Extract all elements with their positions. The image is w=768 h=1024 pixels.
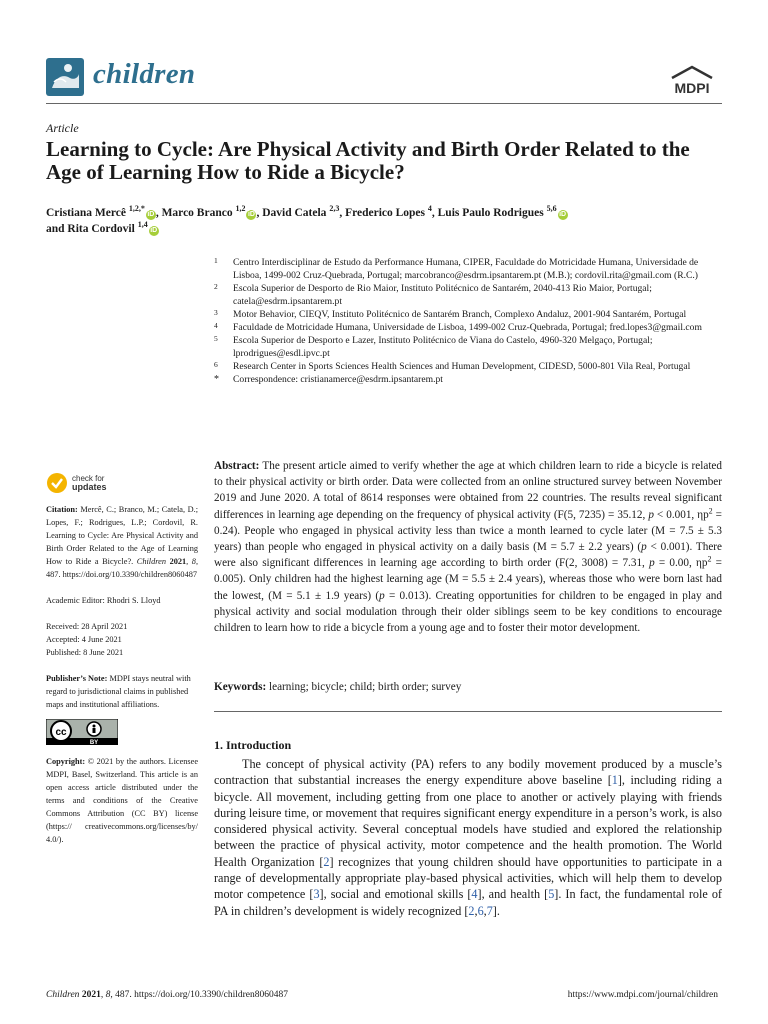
affiliation-number: 3 bbox=[214, 308, 218, 317]
citation-label: Citation: bbox=[46, 505, 78, 514]
affiliation-item bbox=[214, 308, 724, 321]
copyright-text: © 2021 by the authors. Licensee MDPI, Basel, Switzerland. This article is an open access article distributed under the terms and conditions of the Creative Commons Attribution (CC BY) license (https:// creativecommons.org/licenses/by/ 4.0/). bbox=[46, 757, 199, 844]
affiliation-number: 4 bbox=[214, 321, 218, 330]
body-text: ], social and emotional skills [ bbox=[319, 887, 472, 902]
academic-editor: Academic Editor: Rhodri S. Lloyd bbox=[46, 596, 161, 605]
orcid-icon[interactable]: iD bbox=[559, 211, 567, 218]
cc-by-license-icon[interactable] bbox=[46, 719, 118, 745]
author-name: Frederico Lopes bbox=[345, 207, 426, 219]
affiliation-number: * bbox=[214, 374, 219, 385]
reference-link[interactable]: 5 bbox=[548, 887, 555, 902]
header-rule bbox=[46, 103, 722, 104]
author-name: Marco Branco bbox=[161, 207, 233, 219]
footer-year: 2021 bbox=[81, 990, 101, 1000]
affiliation-item bbox=[214, 282, 724, 308]
author-sup: 5,6 bbox=[546, 204, 557, 214]
author-sup: 1,2,* bbox=[128, 204, 145, 214]
keywords-label: Keywords: bbox=[214, 681, 267, 693]
affiliation-text: Motor Behavior, CIEQV, Instituto Politécnico de Santarém Branch, Complexo Andaluz, 2001-904 Santarém, Portugal bbox=[233, 309, 687, 320]
keywords-text: learning; bicycle; child; birth order; survey bbox=[269, 681, 462, 693]
accepted-date: Accepted: 4 June 2021 bbox=[46, 635, 122, 644]
author-sup: 1,2 bbox=[235, 204, 246, 214]
p-symbol: p bbox=[649, 557, 655, 570]
check-updates-line1: check for bbox=[72, 474, 105, 483]
affiliation-number: 2 bbox=[214, 282, 218, 291]
affiliation-item bbox=[214, 334, 724, 360]
affiliation-item bbox=[214, 321, 724, 334]
article-type: Article bbox=[46, 121, 79, 135]
reference-link[interactable]: 7 bbox=[486, 903, 493, 918]
abstract-text: = 0.005). Only children had the highest learning age (M = 5.5 ± 2.4 years), whereas those who were born last had the lowest, (M = 5.1 ± 1.9 years) ( bbox=[214, 557, 722, 602]
abstract-text: = 0.013). Creating opportunities for children to be engaged in play and physical activity and social modulation through their older siblings seem to be key conditions to encourage children to learn how to ride a bicycle from a young age and to foster their motor development. bbox=[214, 589, 722, 635]
keywords bbox=[214, 679, 722, 695]
section-heading-introduction: 1. Introduction bbox=[214, 738, 292, 752]
body-text: , bbox=[474, 903, 478, 918]
affiliation-text: Centro Interdisciplinar de Estudo da Performance Humana, CIPER, Faculdade do Motricidade Humana, Universidade de Lisboa, 1499-002 Cruz-Quebrada, Portugal; marcobranco@esdrm.ipsantarem.pt (M.B.); cordovil.rita@gmail.com (R.C.) bbox=[233, 257, 699, 281]
svg-text:cc: cc bbox=[55, 727, 67, 738]
orcid-icon[interactable]: iD bbox=[247, 211, 255, 218]
reference-link[interactable]: 6 bbox=[477, 903, 484, 918]
check-updates-text bbox=[72, 474, 107, 492]
author-sup: 4 bbox=[427, 204, 432, 214]
author-sup: 1,4 bbox=[137, 220, 148, 230]
footer-citation: Children 2021, 8, 487. https://doi.org/10.3390/children8060487 bbox=[46, 990, 288, 1000]
mdpi-logo-icon bbox=[666, 64, 718, 98]
affiliation-text: Escola Superior de Desporto de Rio Maior, Instituto Politécnico de Santarém, 2040-413 Rio Maior, Portugal; catela@esdrm.ipsantarem.pt bbox=[233, 283, 652, 307]
affiliation-text: Research Center in Sports Sciences Health Sciences and Human Development, CIDESD, 5000-801 Vila Real, Portugal bbox=[233, 361, 691, 372]
author-sup: 2,3 bbox=[329, 204, 340, 214]
abstract bbox=[214, 458, 722, 636]
citation-volume: 8 bbox=[191, 557, 196, 566]
affiliations bbox=[214, 256, 724, 386]
body-text: The concept of physical activity (PA) refers to any bodily movement produced by a muscle’s contraction that substantial increases the energy expenditure above baseline [ bbox=[214, 757, 722, 788]
abstract-label: Abstract: bbox=[214, 460, 260, 472]
check-for-updates-button[interactable] bbox=[46, 472, 146, 496]
mdpi-logo-text: MDPI bbox=[674, 80, 710, 96]
citation-year: 2021 bbox=[169, 557, 187, 566]
publisher-note-text: MDPI stays neutral with regard to jurisdictional claims in published maps and institutional affiliations. bbox=[46, 674, 191, 709]
p-symbol: p bbox=[648, 508, 654, 521]
citation: Citation: Mercê, C.; Branco, M.; Catela, D.; Lopes, F.; Rodrigues, L.P.; Cordovil, R. Learning to Cycle: Are Physical Activity and Birth Order Related to the Age of Learning How to Ride a Bicycle?. Children 2021, 8, 487. https://doi.org/10.3390/children8060487 bbox=[46, 505, 199, 579]
body-text: ]. In fact, the fundamental role of PA in children’s development is widely recognized [ bbox=[214, 887, 722, 918]
citation-journal: Children bbox=[136, 557, 166, 566]
mdpi-logo bbox=[666, 64, 718, 98]
affiliation-number: 5 bbox=[214, 334, 218, 343]
publisher-note bbox=[46, 672, 198, 711]
affiliation-number: 6 bbox=[214, 360, 218, 369]
body-text: ]. bbox=[492, 903, 500, 918]
footer-journal-url[interactable]: https://www.mdpi.com/journal/children bbox=[567, 990, 718, 1000]
abstract-text: The present article aimed to verify whether the age at which children learn to ride a bicycle is related to their physical activity or birth order. Data were collected from an online structured survey between November 2019 and June 2020. A total of 8614 responses were obtained from 22 countries. The results reveal significant differences in learning age depending on the frequency of physical activity (F(5, 7235) = 35.12, bbox=[214, 460, 722, 521]
correspondence-text: Correspondence: cristianamerce@esdrm.ipsantarem.pt bbox=[233, 374, 443, 385]
author-conjunction: and bbox=[46, 223, 65, 235]
affiliation-text: Faculdade de Motricidade Humana, Universidade de Lisboa, 1499-002 Cruz-Quebrada, Portugal; fred.lopes3@gmail.com bbox=[233, 322, 702, 333]
orcid-icon[interactable]: iD bbox=[147, 211, 155, 218]
orcid-icon[interactable]: iD bbox=[150, 227, 158, 234]
abstract-text: = 0.24). People who engaged in physical activity less than twice a month learned to cycle later (M = 7.5 ± 5.3 years) than people who engaged in physical activity on a daily basis (M = 5.7 ± 2.2 years) ( bbox=[214, 508, 722, 554]
author-name: David Catela bbox=[262, 207, 327, 219]
footer-doi[interactable]: , 487. https://doi.org/10.3390/children8060487 bbox=[110, 990, 288, 1000]
body-text: ], including riding a bicycle. All movement, including getting from one place to another or actively playing with friends during leisure time, or movement that requires significant energy expenditure in a person’s work, is also considered physical activity. Several conceptual models have studied and explored the relationship between the practice of physical activity, motor competence and the health promotion. The World Health Organization [ bbox=[214, 773, 722, 869]
citation-text: Mercê, C.; Branco, M.; Catela, D.; Lopes, F.; Rodrigues, L.P.; Cordovil, R. Learning to Cycle: Are Physical Activity and Birth Order Related to the Age of Learning How to Ride a Bicycle?. bbox=[46, 505, 198, 566]
journal-logo-icon bbox=[46, 58, 84, 96]
reference-link[interactable]: 3 bbox=[313, 887, 320, 902]
body-text: ], and health [ bbox=[477, 887, 549, 902]
copyright bbox=[46, 755, 198, 846]
affiliation-item bbox=[214, 256, 724, 282]
left-sidebar bbox=[46, 503, 198, 846]
received-date: Received: 28 April 2021 bbox=[46, 622, 128, 631]
publisher-note-label: Publisher’s Note: bbox=[46, 674, 108, 683]
check-updates-line2: updates bbox=[72, 482, 107, 492]
abstract-text: < 0.001). There were also significant differences in learning age according to birth order (F(2, 3008) = 7.31, bbox=[214, 541, 722, 570]
affiliation-text: Escola Superior de Desporto e Lazer, Instituto Politécnico de Viana do Castelo, 4960-320 Melgaço, Portugal; lprodrigues@esdl.ipvc.pt bbox=[233, 335, 653, 359]
affiliation-number: 1 bbox=[214, 256, 218, 265]
body-text: , bbox=[483, 903, 487, 918]
abstract-text: < 0.001, ηp bbox=[653, 508, 709, 521]
body-text: ] recognizes that young children should have opportunities to participate in a range of developmentally appropriate play-based physical activities, which will help them to develop motor competence [ bbox=[214, 854, 722, 902]
reference-link[interactable]: 4 bbox=[471, 887, 478, 902]
journal-name: children bbox=[93, 58, 196, 90]
citation-doi[interactable]: , 487. https://doi.org/10.3390/children8060487 bbox=[46, 557, 199, 579]
affiliation-item bbox=[214, 373, 724, 386]
p-symbol: p bbox=[379, 589, 385, 602]
introduction-paragraph bbox=[214, 756, 722, 919]
author-name: Rita Cordovil bbox=[67, 223, 135, 235]
cc-badge-text: BY bbox=[89, 740, 99, 745]
section-rule bbox=[214, 711, 722, 712]
abstract-text: = 0.00, ηp bbox=[654, 557, 708, 570]
author-list: Cristiana Mercê $^{1,2,*}$iD , Marco Branco $^{1,2}$iD , David Catela $^{2,3}$, Frederico Lopes $^4$, Luis Paulo Rodrigues $^{5,6}$iD and Rita Cordovil $^{1,4}$iD bbox=[46, 204, 567, 235]
reference-link[interactable]: 2 bbox=[468, 903, 475, 918]
author-name: Luis Paulo Rodrigues bbox=[437, 207, 544, 219]
footer-volume: 8 bbox=[105, 990, 111, 1000]
affiliation-item bbox=[214, 360, 724, 373]
p-symbol: p bbox=[641, 541, 647, 554]
footer-journal: Children bbox=[46, 990, 80, 1000]
author-name: Cristiana Mercê bbox=[46, 207, 126, 219]
check-updates-icon bbox=[46, 472, 68, 494]
squared: 2 bbox=[708, 505, 713, 515]
copyright-label: Copyright: bbox=[46, 757, 86, 766]
squared: 2 bbox=[707, 554, 712, 564]
reference-link[interactable]: 2 bbox=[323, 854, 330, 869]
published-date: Published: 8 June 2021 bbox=[46, 648, 124, 657]
reference-link[interactable]: 1 bbox=[611, 773, 618, 788]
page-title: Learning to Cycle: Are Physical Activity and Birth Order Related to the Age of Learning How to Ride a Bicycle? bbox=[46, 137, 690, 184]
